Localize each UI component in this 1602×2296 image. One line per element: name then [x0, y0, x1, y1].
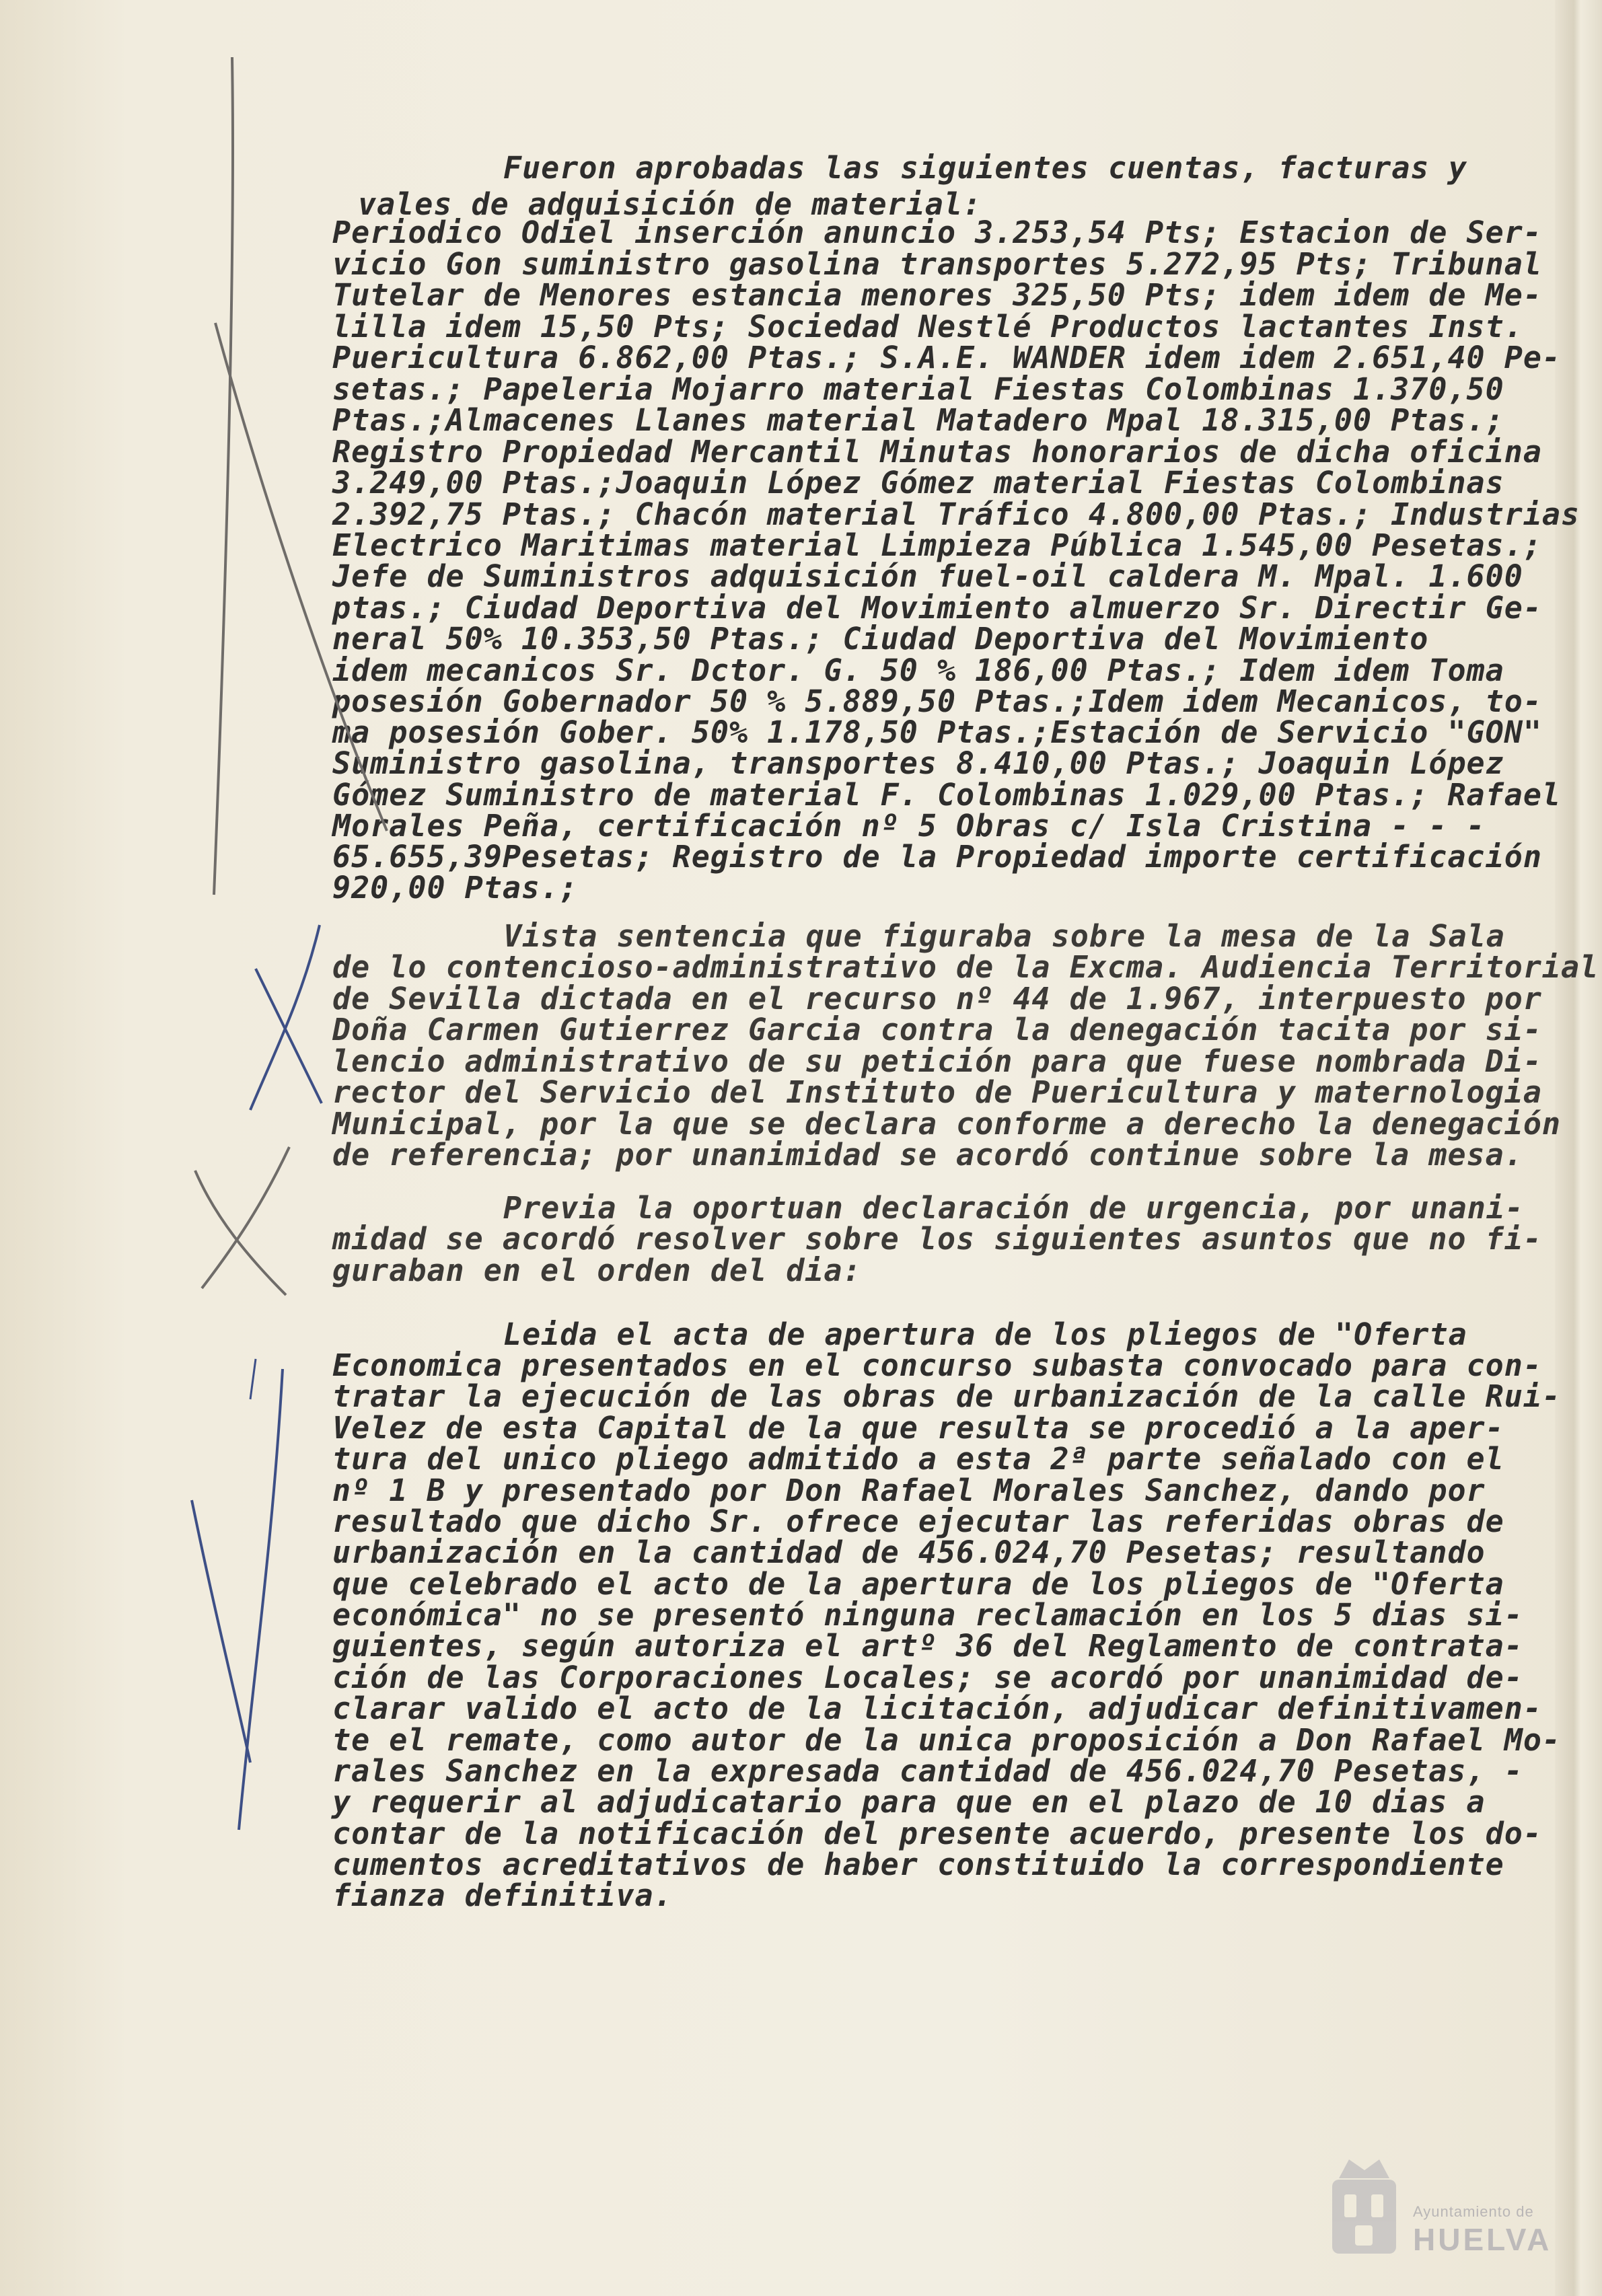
- seal-caption: Ayuntamiento de: [1413, 2203, 1534, 2220]
- p4-line: fianza definitiva.: [332, 1878, 673, 1913]
- p4-line: Economica presentados en el concurso subasta convocado para con-: [332, 1347, 1542, 1383]
- p1-line: Tutelar de Menores estancia menores 325,50 Pts; idem idem de Me-: [332, 277, 1542, 313]
- p4-line: clarar valido el acto de la licitación, adjudicar definitivamen-: [332, 1691, 1542, 1726]
- p3-line: Previa la oportuan declaración de urgencia, por unani-: [503, 1190, 1524, 1226]
- pen-cross-mark: [250, 925, 320, 1110]
- p2-line: Municipal, por la que se declara conforme a derecho la denegación: [332, 1106, 1561, 1142]
- p2-line: rector del Servicio del Instituto de Puericultura y maternologia: [332, 1074, 1542, 1110]
- p4-line: contar de la notificación del presente acuerdo, presente los do-: [332, 1816, 1542, 1851]
- p1-line: ma posesión Gober. 50% 1.178,50 Ptas.;Estación de Servicio "GON": [332, 714, 1542, 750]
- p1-line: 920,00 Ptas.;: [332, 870, 579, 905]
- p1-line: Electrico Maritimas material Limpieza Pública 1.545,00 Pesetas.;: [332, 527, 1542, 563]
- p1-line: Jefe de Suministros adquisición fuel-oil caldera M. Mpal. 1.600: [332, 558, 1523, 594]
- p1-line: Ptas.;Almacenes Llanes material Matadero Mpal 18.315,00 Ptas.;: [332, 402, 1504, 438]
- p3-line: midad se acordó resolver sobre los siguientes asuntos que no fi-: [332, 1221, 1542, 1257]
- p4-line: ción de las Corporaciones Locales; se acordó por unanimidad de-: [332, 1660, 1523, 1695]
- p4-line: resultado que dicho Sr. ofrece ejecutar las referidas obras de: [332, 1504, 1504, 1539]
- p1-line: neral 50% 10.353,50 Ptas.; Ciudad Deportiva del Movimiento: [332, 621, 1429, 657]
- p1-line: vicio Gon suministro gasolina transportes 5.272,95 Pts; Tribunal: [332, 246, 1542, 282]
- p4-line: rales Sanchez en la expresada cantidad de 456.024,70 Pesetas, -: [332, 1753, 1523, 1789]
- p2-line: Vista sentencia que figuraba sobre la mesa de la Sala: [503, 918, 1505, 954]
- p4-line: urbanización en la cantidad de 456.024,70 Pesetas; resultando: [332, 1534, 1486, 1570]
- p2-line: de referencia; por unanimidad se acordó continue sobre la mesa.: [332, 1137, 1523, 1173]
- p3-line: guraban en el orden del dia:: [332, 1253, 862, 1288]
- p1-line: vales de adquisición de material:: [358, 186, 982, 222]
- p1-line: Periodico Odiel inserción anuncio 3.253,54 Pts; Estacion de Ser-: [332, 215, 1542, 250]
- p1-line: Gómez Suministro de material F. Colombinas 1.029,00 Ptas.; Rafael: [332, 777, 1561, 813]
- pencil-cross-mark: [202, 1147, 289, 1288]
- seal-title: HUELVA: [1413, 2222, 1552, 2257]
- p1-line: Morales Peña, certificación nº 5 Obras c/ Isla Cristina - - -: [332, 808, 1486, 844]
- p4-line: Leida el acta de apertura de los pliegos de "Oferta: [503, 1317, 1467, 1352]
- p2-line: de lo contencioso-administrativo de la Excma. Audiencia Territorial: [332, 949, 1599, 985]
- pen-cross-mark: [256, 969, 322, 1103]
- p4-line: cumentos acreditativos de haber constituido la correspondiente: [332, 1847, 1504, 1882]
- p1-line: Fueron aprobadas las siguientes cuentas, facturas y: [503, 150, 1467, 186]
- p1-line: lilla idem 15,50 Pts; Sociedad Nestlé Productos lactantes Inst.: [332, 309, 1523, 344]
- p4-line: Velez de esta Capital de la que resulta se procedió a la aper-: [332, 1410, 1504, 1446]
- p4-line: te el remate, como autor de la unica proposición a Don Rafael Mo-: [332, 1722, 1561, 1758]
- p4-line: y requerir al adjudicatario para que en el plazo de 10 dias a: [332, 1784, 1486, 1820]
- p4-line: que celebrado el acto de la apertura de los pliegos de "Oferta: [332, 1566, 1504, 1602]
- p1-line: Puericultura 6.862,00 Ptas.; S.A.E. WANDER idem idem 2.651,40 Pe-: [332, 340, 1561, 375]
- pen-cross-mark: [239, 1369, 283, 1830]
- pen-cross-mark: [192, 1500, 250, 1763]
- p4-line: guientes, según autoriza el artº 36 del Reglamento de contrata-: [332, 1628, 1523, 1664]
- p4-line: nº 1 B y presentado por Don Rafael Morales Sanchez, dando por: [332, 1473, 1486, 1508]
- p1-line: 2.392,75 Ptas.; Chacón material Tráfico 4.800,00 Ptas.; Industrias: [332, 496, 1580, 532]
- p2-line: de Sevilla dictada en el recurso nº 44 de 1.967, interpuesto por: [332, 981, 1542, 1016]
- p1-line: idem mecanicos Sr. Dctor. G. 50 % 186,00 Ptas.; Idem idem Toma: [332, 653, 1504, 688]
- p4-line: tratar la ejecución de las obras de urbanización de la calle Rui-: [332, 1378, 1561, 1414]
- p2-line: Doña Carmen Gutierrez Garcia contra la denegación tacita por si-: [332, 1012, 1542, 1047]
- p4-line: tura del unico pliego admitido a esta 2ª parte señalado con el: [332, 1441, 1504, 1477]
- p2-line: lencio administrativo de su petición para que fuese nombrada Di-: [332, 1043, 1542, 1079]
- pencil-cross-mark: [215, 323, 387, 831]
- p1-line: posesión Gobernador 50 % 5.889,50 Ptas.;Idem idem Mecanicos, to-: [332, 683, 1542, 719]
- p1-line: Suministro gasolina, transportes 8.410,00 Ptas.; Joaquin López: [332, 745, 1504, 781]
- p4-line: económica" no se presentó ninguna reclamación en los 5 dias si-: [332, 1597, 1523, 1633]
- p1-line: Registro Propiedad Mercantil Minutas honorarios de dicha oficina: [332, 434, 1542, 470]
- p1-line: 65.655,39Pesetas; Registro de la Propiedad importe certificación: [332, 839, 1542, 875]
- p1-line: ptas.; Ciudad Deportiva del Movimiento almuerzo Sr. Directir Ge-: [332, 590, 1542, 626]
- p1-line: 3.249,00 Ptas.;Joaquin López Gómez material Fiestas Colombinas: [332, 465, 1504, 501]
- p1-line: setas.; Papeleria Mojarro material Fiestas Colombinas 1.370,50: [332, 371, 1504, 407]
- pencil-cross-mark: [214, 57, 233, 895]
- pen-cross-mark: [250, 1359, 256, 1399]
